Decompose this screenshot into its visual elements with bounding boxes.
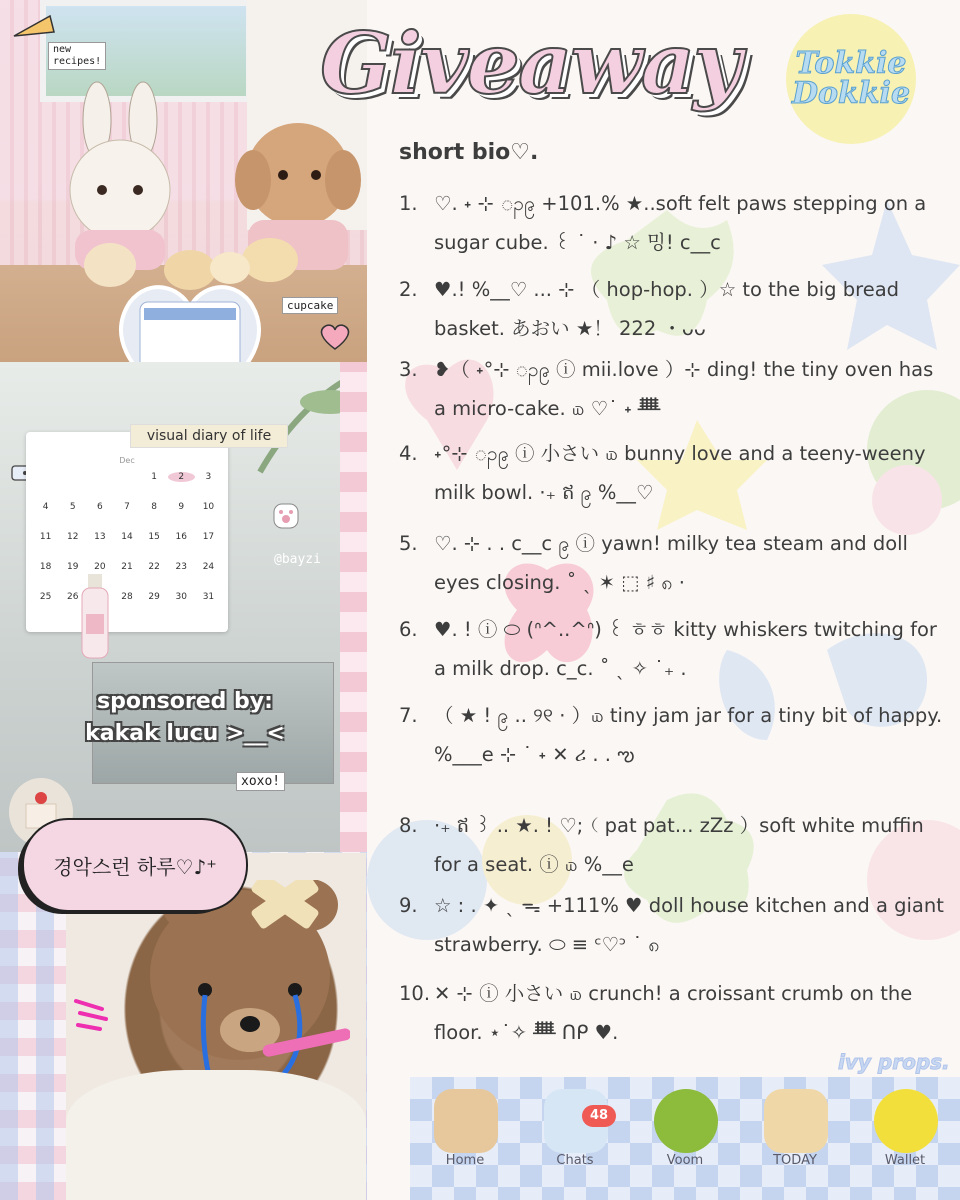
pie-slice-icon xyxy=(10,10,58,44)
bio-item xyxy=(399,524,947,602)
dock-item-wallet[interactable] xyxy=(850,1077,960,1200)
dock-item-label: Voom xyxy=(666,1153,704,1168)
bio-item-number: 4. xyxy=(399,442,418,465)
chats-badge: 48 xyxy=(582,1105,616,1127)
bio-item-text: ❥（ ˖°⊹ ၣ၉ ⓘ mii.love ）⊹ ding! the tiny oven has a micro-cake. ௰ ♡˙ ˖ ᚙ xyxy=(434,358,934,420)
bio-item xyxy=(399,974,947,1052)
calendar-day[interactable]: 24 xyxy=(202,562,215,572)
calendar-day[interactable]: 7 xyxy=(124,502,130,512)
calendar-day[interactable]: 21 xyxy=(121,562,133,572)
calendar-grid xyxy=(32,472,222,602)
kiwi-icon xyxy=(654,1089,718,1153)
bio-item-number: 7. xyxy=(399,704,418,727)
logo-line-2: Dokkie xyxy=(791,76,911,111)
xoxo-tag: xoxo! xyxy=(236,772,285,791)
bio-item-number: 1. xyxy=(399,192,418,215)
calendar-day[interactable]: 19 xyxy=(66,562,79,572)
bio-item xyxy=(399,886,947,964)
calendar-day[interactable]: 6 xyxy=(96,502,103,512)
calendar-day[interactable]: 4 xyxy=(42,502,49,512)
calendar-day[interactable]: 11 xyxy=(39,532,52,542)
bio-item-number: 10. xyxy=(399,982,431,1005)
cupcake-tag: cupcake xyxy=(282,297,338,314)
bio-item-number: 2. xyxy=(399,278,418,301)
calendar-day[interactable]: 22 xyxy=(148,562,160,572)
sponsor-line-1: sponsored by: xyxy=(97,689,273,714)
bio-item xyxy=(399,806,947,884)
sponsor-line-2: kakak lucu >__< xyxy=(85,721,285,746)
calendar-day[interactable]: 25 xyxy=(39,592,52,602)
calendar-day[interactable]: 13 xyxy=(94,532,106,542)
paw-sticker-icon xyxy=(272,502,300,530)
bio-item xyxy=(399,270,947,348)
calendar-day[interactable] xyxy=(32,472,59,482)
plaid-strip xyxy=(340,362,367,852)
collage-left xyxy=(0,0,367,1200)
calendar-day[interactable]: 1 xyxy=(151,472,157,482)
calendar-day[interactable]: 9 xyxy=(178,502,185,512)
new-recipes-tag: new recipes! xyxy=(48,42,106,70)
dock-item-chats[interactable] xyxy=(520,1077,630,1200)
calendar-day[interactable]: 3 xyxy=(205,472,212,482)
heart-sticker-icon xyxy=(318,322,352,352)
calendar-day[interactable]: 16 xyxy=(175,532,187,542)
giveaway-title: Giveaway xyxy=(320,13,740,113)
logo-line-1: Tokkie xyxy=(795,46,907,81)
app-dock xyxy=(410,1077,960,1200)
visual-diary-label: visual diary of life xyxy=(130,424,288,448)
dock-item-today[interactable] xyxy=(740,1077,850,1200)
calendar-day[interactable]: 31 xyxy=(202,592,215,602)
sponsor-text xyxy=(20,686,350,750)
calendar-day[interactable] xyxy=(113,472,140,482)
cloud-text: 경악스런 하루♡♪⁺ xyxy=(53,854,217,879)
dock-item-voom[interactable] xyxy=(630,1077,740,1200)
calendar-month: Dec xyxy=(119,456,135,465)
calendar-day[interactable]: 14 xyxy=(121,532,133,542)
bio-item-text: ♡. ˖ ⊹ ၣ၉ +101.% ★..soft felt paws stepping on a sugar cube. ꒰ ˙ · ♪ ☆ 밍! c__c xyxy=(434,192,927,254)
bio-item-text: ♡. ⊹ . . c__c ၉ ⓘ yawn! milky tea steam and doll eyes closing. ˚ ˎ ✶ ⬚ ♯ ၈ · xyxy=(434,532,908,594)
bio-item-text: ✕ ⊹ ⓘ 小さい ௰ crunch! a croissant crumb on the floor. ⋆˙✧ ᚙ ᑎᑭ ♥. xyxy=(434,982,913,1044)
milk-bottle-icon xyxy=(76,574,116,664)
tokkie-dokkie-logo xyxy=(786,14,916,144)
sandwich-icon xyxy=(764,1089,828,1153)
calendar-day[interactable]: 30 xyxy=(175,592,187,602)
bio-item xyxy=(399,696,947,774)
bio-item-text: （ ★ ! ၉ .. ୨୧ · ）௰ tiny jam jar for a tiny bit of happy. %___e ⊹ ˙ ˖ ✕ ሪ . . ఌ xyxy=(434,704,943,766)
calendar-day[interactable] xyxy=(59,472,86,482)
korean-speech-cloud xyxy=(22,818,248,912)
bio-item-number: 3. xyxy=(399,358,418,381)
dock-item-label: Wallet xyxy=(884,1153,926,1168)
calendar-day[interactable]: 17 xyxy=(202,532,215,542)
bio-item-text: ☆ : . ✦ ˎ ᯓ +111% ♥ doll house kitchen and a giant strawberry. ⬭ ≡ ᶜ♡ᵓ ˙ ၈ xyxy=(434,894,944,956)
lemon-icon xyxy=(874,1089,938,1153)
dock-item-home[interactable] xyxy=(410,1077,520,1200)
bio-title: short bio♡. xyxy=(399,140,539,165)
calendar-day[interactable] xyxy=(86,472,113,482)
calendar-day[interactable]: 5 xyxy=(69,502,76,512)
calendar-day[interactable]: 28 xyxy=(121,592,133,602)
bio-item-text: ♥. ! ⓘ ⬭ (ᐢ^..^ᐢ) ꒰ ㅎㅎ kitty whiskers twitching for a milk drop. c_c. ˚ ˎ ✧ ˙₊ . xyxy=(434,618,937,680)
bio-item-text: ·₊ ឥ ꒱ .. ★. ! ♡;（ pat pat... zZz ）soft white muffin for a seat. ⓘ ௰ %__e xyxy=(434,814,924,876)
blanket xyxy=(66,1070,366,1200)
calendar-day[interactable]: 2 xyxy=(168,472,195,482)
calendar-day[interactable]: 20 xyxy=(94,562,106,572)
watermark: @bayzi xyxy=(274,552,321,567)
calendar-day[interactable]: 23 xyxy=(175,562,187,572)
calendar-day[interactable]: 10 xyxy=(202,502,215,512)
calendar-day[interactable]: 15 xyxy=(148,532,160,542)
dock-item-label: Home xyxy=(445,1153,485,1168)
calendar-day[interactable]: 12 xyxy=(66,532,79,542)
dock-item-label: TODAY xyxy=(773,1153,817,1168)
calendar-day[interactable]: 18 xyxy=(39,562,52,572)
calendar-day[interactable]: 29 xyxy=(148,592,160,602)
calendar-day[interactable]: 26 xyxy=(66,592,79,602)
dock-item-label: Chats xyxy=(556,1153,594,1168)
bio-item-text: ˖°⊹ ၣ၉ ⓘ 小さい ௰ bunny love and a teeny-weeny milk bowl. ·₊ ឥ ၉ %__♡ xyxy=(434,442,926,504)
bio-item xyxy=(399,184,947,262)
blush-marks-icon xyxy=(72,995,112,1031)
bio-item xyxy=(399,434,947,512)
calendar-day[interactable]: 8 xyxy=(151,502,157,512)
bread-icon xyxy=(434,1089,498,1153)
bio-item xyxy=(399,610,947,688)
ivy-props-credit: ivy props. xyxy=(838,1050,950,1074)
bio-item-number: 8. xyxy=(399,814,418,837)
bio-item-text: ♥.! %__♡ ... ⊹ （ hop-hop. ）☆ to the big bread basket. あおい ★！ 222 ・ᴗᴗ xyxy=(434,278,900,340)
bio-item-number: 9. xyxy=(399,894,418,917)
calendar-widget xyxy=(26,432,228,632)
bio-item-number: 6. xyxy=(399,618,418,641)
bio-item xyxy=(399,350,947,428)
bio-item-number: 5. xyxy=(399,532,418,555)
